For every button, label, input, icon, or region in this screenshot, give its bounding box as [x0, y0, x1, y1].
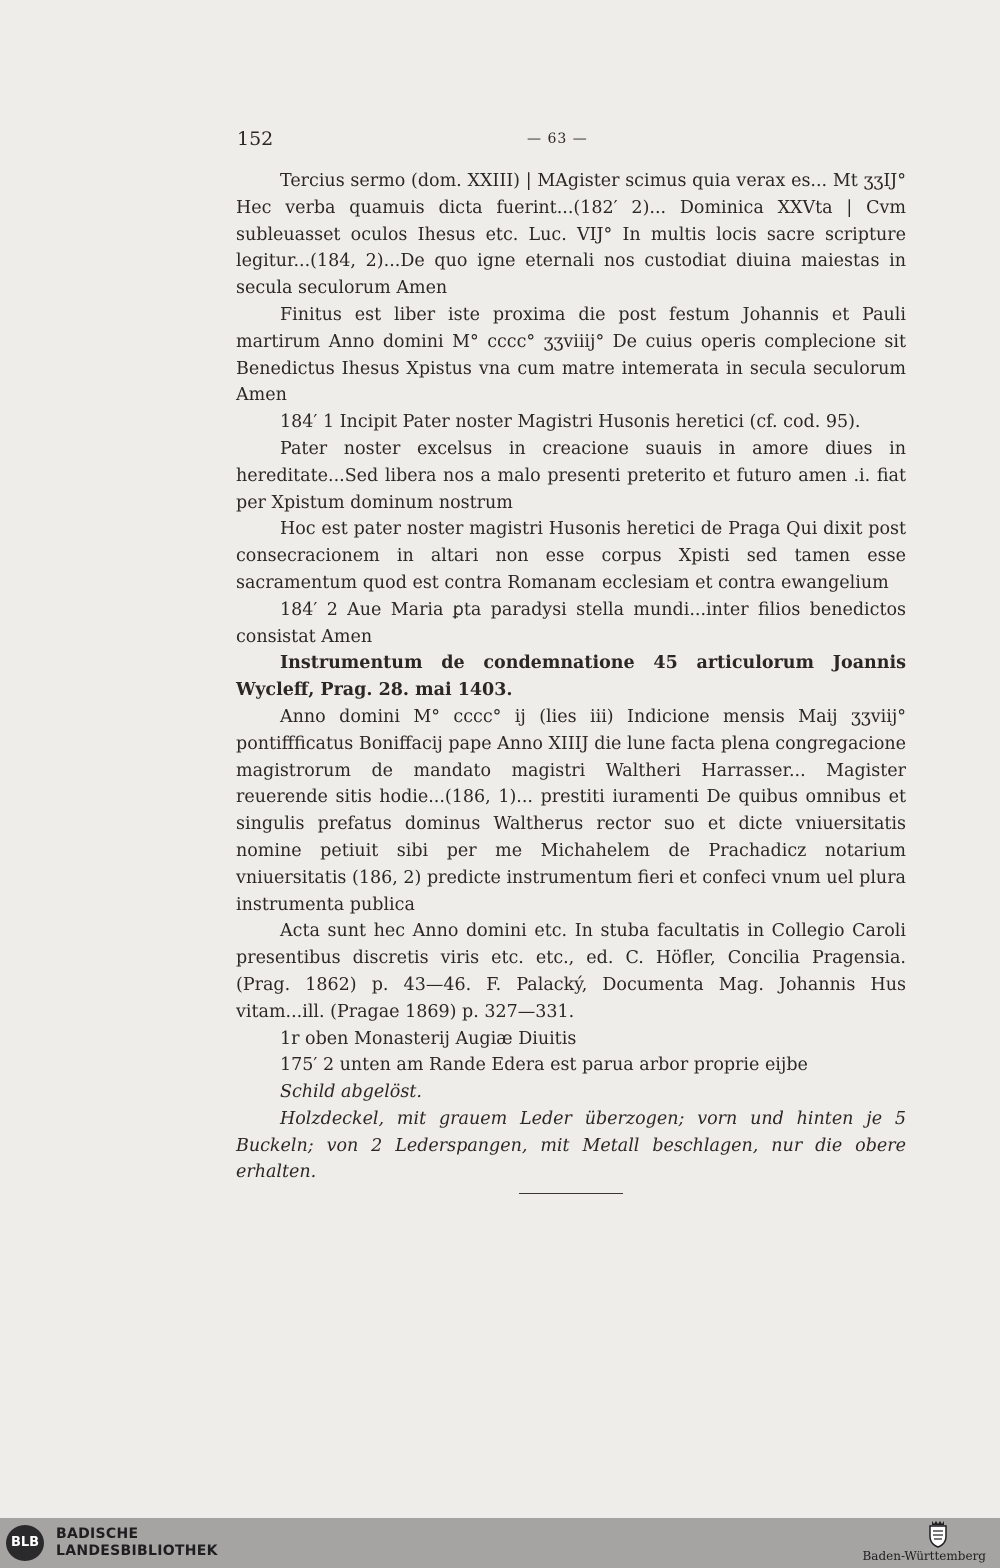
paragraph-note-1r: 1r oben Monasterij Augiæ Diuitis: [280, 1028, 577, 1049]
library-name-line1: BADISCHE: [56, 1526, 139, 1542]
paragraph-pater-noster: Pater noster excelsus in creacione suauis in amore diues in hereditate...Sed libera nos a malo presenti preterito et futuro amen .i. fiat per Xpistum dominum nostrum: [236, 438, 906, 513]
page-number: 152: [237, 128, 274, 150]
paragraph-binding: Holzdeckel, mit grauem Leder überzogen; vorn und hinten je 5 Buckeln; von 2 Lederspangen, mit Metall beschlagen, nur die obere erhalten.: [236, 1108, 906, 1183]
state-name[interactable]: Baden-Württemberg: [862, 1549, 986, 1563]
paragraph-pater-noster-title: 184′ 1 Incipit Pater noster Magistri Husonis heretici (cf. cod. 95).: [280, 412, 861, 433]
main-text: [236, 168, 906, 1186]
library-name[interactable]: [56, 1526, 218, 1560]
paragraph-aue-maria: 184′ 2 Aue Maria ꝑta paradysi stella mundi...inter filios benedictos consistat Amen: [236, 599, 906, 647]
running-head: — 63 —: [527, 131, 588, 147]
closing-rule: [519, 1193, 623, 1194]
paragraph-note-175: 175′ 2 unten am Rande Edera est parua arbor proprie eijbe: [280, 1055, 808, 1076]
paragraph-colophon: Finitus est liber iste proxima die post festum Johannis et Pauli martirum Anno domini M° cccc° ʒʒviiij° De cuius operis complecione sit Benedictus Ihesus Xpistus vna cum matre intemerata in secula seculorum Amen: [236, 304, 906, 406]
library-name-line2: LANDESBIBLIOTHEK: [56, 1543, 218, 1559]
paragraph-schild: Schild abgelöst.: [280, 1082, 422, 1103]
footer-bar: [0, 1518, 1000, 1568]
paragraph-acta-sunt: Acta sunt hec Anno domini etc. In stuba facultatis in Collegio Caroli presentibus discretis viris etc. etc., ed. C. Höfler, Concilia Pragensia. (Prag. 1862) p. 43—46. F. Palacký, Documenta Mag. Johannis Hus vitam...ill. (Pragae 1869) p. 327—331.: [236, 921, 906, 1022]
section-heading: Instrumentum de condemnatione 45 articulorum Joannis Wycleff, Prag. 28. mai 1403.: [236, 653, 906, 701]
baden-wuerttemberg-crest-icon: [927, 1520, 949, 1548]
paragraph-sermo: Tercius sermo (dom. XXIII) | MAgister scimus quia verax es... Mt ʒʒIJ° Hec verba quamuis dicta fuerint...(182′ 2)... Dominica XXVta | Cvm subleuasset oculos Ihesus etc. Luc. VIJ° In multis locis sacre scripture legitur...(184, 2)...De quo igne eternali nos custodiat diuina maiestas in secula seculorum Amen: [236, 171, 906, 299]
paragraph-hoc-est: Hoc est pater noster magistri Husonis heretici de Praga Qui dixit post consecracionem in altari non esse corpus Xpisti sed tamen esse sacramentum quod est contra Romanam ecclesiam et contra ewangelium: [236, 519, 906, 593]
blb-logo[interactable]: BLB: [6, 1525, 44, 1561]
paragraph-anno-domini: Anno domini M° cccc° ij (lies iii) Indicione mensis Maij ʒʒviij° pontiffficatus Boniffacij pape Anno XIIIJ die lune facta plena congregacione magistrorum de mandato magistri Waltheri Harrasser... Magister reuerende sitis hodie...(186, 1)... prestiti iuramenti De quibus omnibus et singulis prefatus dominus Waltherus rector suo et dicte vniuersitatis nomine petiuit sibi per me Michahelem de Prachadicz notarium vniuersitatis (186, 2) predicte instrumentum fieri et confeci vnum uel plura instrumenta publica: [236, 706, 906, 915]
